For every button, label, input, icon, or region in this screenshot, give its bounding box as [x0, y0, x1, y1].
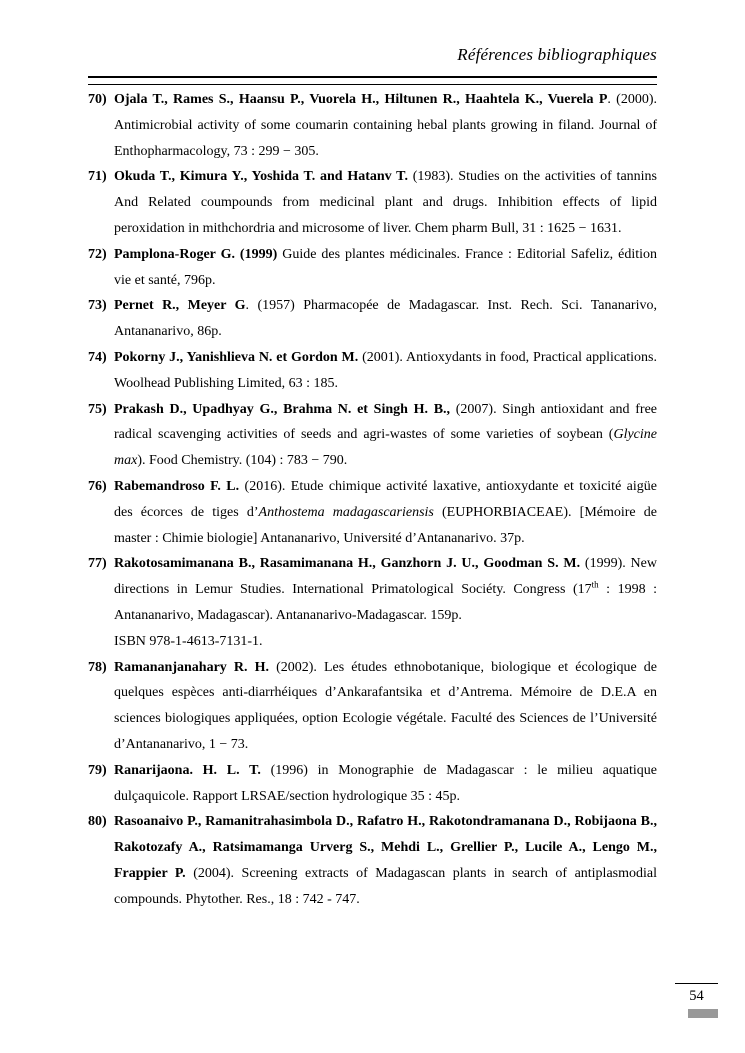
page-number: 54 [689, 988, 704, 1004]
reference-item [88, 655, 657, 758]
reference-number: 79) [88, 762, 107, 778]
reference-segment: (2001). Antioxydants in food, Practical applications. Woolhead Publishing Limited, 63 : 185. [114, 349, 658, 391]
reference-segment: (EUPHORBIACEAE). [Mémoire de master : Chimie biologie] Antananarivo, Université d’Antananarivo. 37p. [114, 504, 657, 546]
reference-segment: (1999). New directions in Lemur Studies. International Primatological Sociéty. Congress (17 [114, 556, 657, 598]
reference-segment: . (2000). Antimicrobial activity of some coumarin containing hebal plants growing in filand. Journal of Enthopharmacology, 73 : 299 − 305. [114, 92, 657, 159]
reference-item [88, 551, 657, 654]
reference-segment: Prakash D., Upadhyay G., Brahma N. et Singh H. B., [114, 401, 451, 417]
reference-number: 70) [88, 92, 107, 107]
reference-segment: Okuda T., Kimura Y., Yoshida T. and Hatanv T. [114, 169, 408, 185]
reference-segment: Guide des plantes médicinales. France : Editorial Safeliz, édition vie et santé, 796p. [114, 246, 657, 288]
reference-segment: ). Food Chemistry. (104) : 783 − 790. [137, 453, 348, 469]
reference-segment: Rakotosamimanana B., Rasamimanana H., Ganzhorn J. U., Goodman S. M. [114, 556, 585, 572]
reference-text [114, 92, 657, 159]
reference-text [114, 298, 657, 339]
reference-number: 71) [88, 169, 107, 185]
reference-number: 76) [88, 478, 107, 494]
reference-item [88, 345, 657, 397]
reference-item [88, 397, 657, 474]
reference-number: 72) [88, 246, 107, 262]
reference-segment: Pokorny J., Yanishlieva N. et Gordon M. [114, 349, 359, 365]
reference-segment: (1996) in Monographie de Madagascar : le milieu aquatique dulçaquicole. Rapport LRSAE/section hydrologique 35 : 45p. [114, 762, 657, 804]
reference-segment: : 1998 : Antananarivo, Madagascar). Antananarivo-Madagascar. 159p. [114, 582, 658, 623]
reference-item [88, 474, 657, 551]
reference-text [114, 556, 657, 648]
reference-segment: th [591, 579, 599, 590]
reference-number: 78) [88, 659, 107, 675]
reference-item [88, 242, 657, 294]
reference-segment: Rasoanaivo P., Ramanitrahasimbola D., Rafatro H., Rakotondramanana D., Robijaona B., Rakotozafy A., Ratsimamanga Urverg S., Mehdi L., Grellier P., Lucile A., Lengo M., Frappier P. [114, 814, 657, 881]
reference-segment: Pamplona-Roger G. (1999) [114, 246, 278, 262]
header-double-rule [88, 76, 657, 85]
reference-text [114, 350, 657, 391]
reference-number: 80) [88, 814, 107, 830]
reference-segment: . (1957) Pharmacopée de Madagascar. Inst. Rech. Sci. Tananarivo, Antananarivo, 86p. [114, 298, 657, 340]
reference-text [114, 763, 657, 804]
reference-text [114, 479, 657, 546]
reference-text [114, 660, 657, 752]
reference-segment: (1983). Studies on the activities of tannins And Related coumpounds from medicinal plant and drugs. Inhibition effects of lipid peroxidation in mithchordria and microsome of liver. Chem pharm Bull, 31 : 1625 − 1631. [114, 169, 657, 236]
reference-item [88, 164, 657, 241]
reference-segment: Ojala T., Rames S., Haansu P., Vuorela H., Hiltunen R., Haahtela K., Vuerela P [114, 92, 608, 107]
reference-segment: Anthostema madagascariensis [258, 504, 434, 520]
reference-item [88, 809, 657, 912]
reference-segment: Glycine max [114, 427, 657, 469]
reference-segment: (2004). Screening extracts of Madagascan plants in search of antiplasmodial compounds. Phytother. Res., 18 : 742 - 747. [114, 865, 657, 907]
reference-segment: (2016). Etude chimique activité laxative, antioxydante et toxicité aigüe des écorces de tiges d’ [114, 478, 657, 520]
reference-text [114, 247, 657, 288]
reference-segment: (2002). Les études ethnobotanique, biologique et écologique de quelques espèces anti-diarrhéiques d’Ankarafantsika et d’Antrema. Mémoire de D.E.A en sciences biologiques appliquées, option Ecologie végétale. Faculté des Sciences de l’Université d’Antananarivo, 1 − 73. [114, 659, 657, 752]
footer-bar [688, 1009, 718, 1018]
reference-number: 75) [88, 401, 107, 417]
reference-item [88, 87, 657, 164]
reference-number: 74) [88, 349, 107, 365]
reference-number: 73) [88, 298, 107, 314]
reference-text [114, 169, 657, 236]
reference-number: 77) [88, 556, 107, 572]
reference-segment: Rabemandroso F. L. [114, 478, 245, 494]
reference-text [114, 814, 657, 906]
page-footer [675, 983, 718, 1018]
references-list [88, 87, 657, 913]
reference-segment: (2007). Singh antioxidant and free radical scavenging activities of seeds and agri-wastes of some varieties of soybean ( [114, 401, 658, 443]
reference-item [88, 293, 657, 345]
reference-item [88, 758, 657, 810]
reference-segment: Pernet R., Meyer G [114, 298, 246, 314]
reference-segment: Ranarijaona. H. L. T. [114, 762, 261, 778]
page-title: Références bibliographiques [457, 45, 657, 64]
reference-segment: Ramananjanahary R. H. [114, 659, 269, 675]
reference-text [114, 402, 657, 469]
reference-segment: ISBN 978-1-4613-7131-1. [114, 633, 263, 649]
